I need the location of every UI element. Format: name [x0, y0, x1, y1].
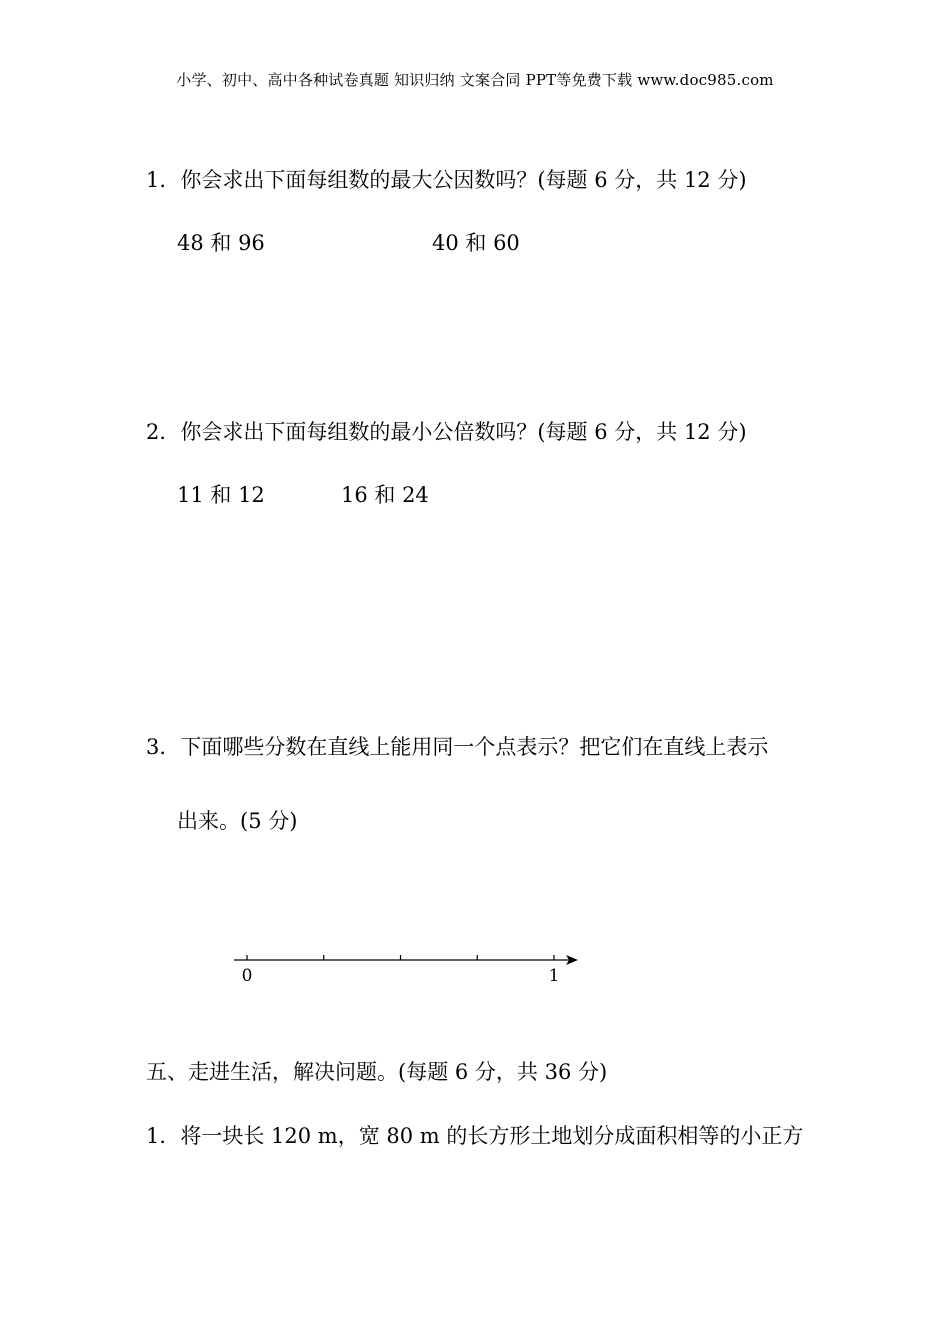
number-line	[230, 948, 590, 992]
number-line-label-start: 0	[241, 966, 253, 986]
question-1-item-b: 40 和 60	[432, 231, 520, 255]
question-2-stem: 2．你会求出下面每组数的最小公倍数吗？(每题 6 分，共 12 分)	[146, 420, 747, 444]
question-2-item-a: 11 和 12	[177, 483, 265, 507]
number-line-label-end: 1	[548, 966, 560, 986]
section-5-title: 五、走进生活，解决问题。(每题 6 分，共 36 分)	[146, 1060, 608, 1084]
question-3-stem-line1: 3．下面哪些分数在直线上能用同一个点表示？把它们在直线上表示	[146, 735, 769, 759]
question-2-item-b: 16 和 24	[341, 483, 429, 507]
question-1-stem: 1．你会求出下面每组数的最大公因数吗？(每题 6 分，共 12 分)	[146, 168, 747, 192]
number-line-ticks	[247, 955, 554, 960]
section-5-question-1-line1: 1．将一块长 120 m，宽 80 m 的长方形土地划分成面积相等的小正方	[146, 1124, 804, 1148]
page-header: 小学、初中、高中各种试卷真题 知识归纳 文案合同 PPT等免费下载 www.doc985.com	[176, 71, 774, 89]
question-3-stem-line2: 出来。(5 分)	[177, 809, 298, 833]
question-1-item-a: 48 和 96	[177, 231, 265, 255]
number-line-svg	[230, 948, 590, 988]
